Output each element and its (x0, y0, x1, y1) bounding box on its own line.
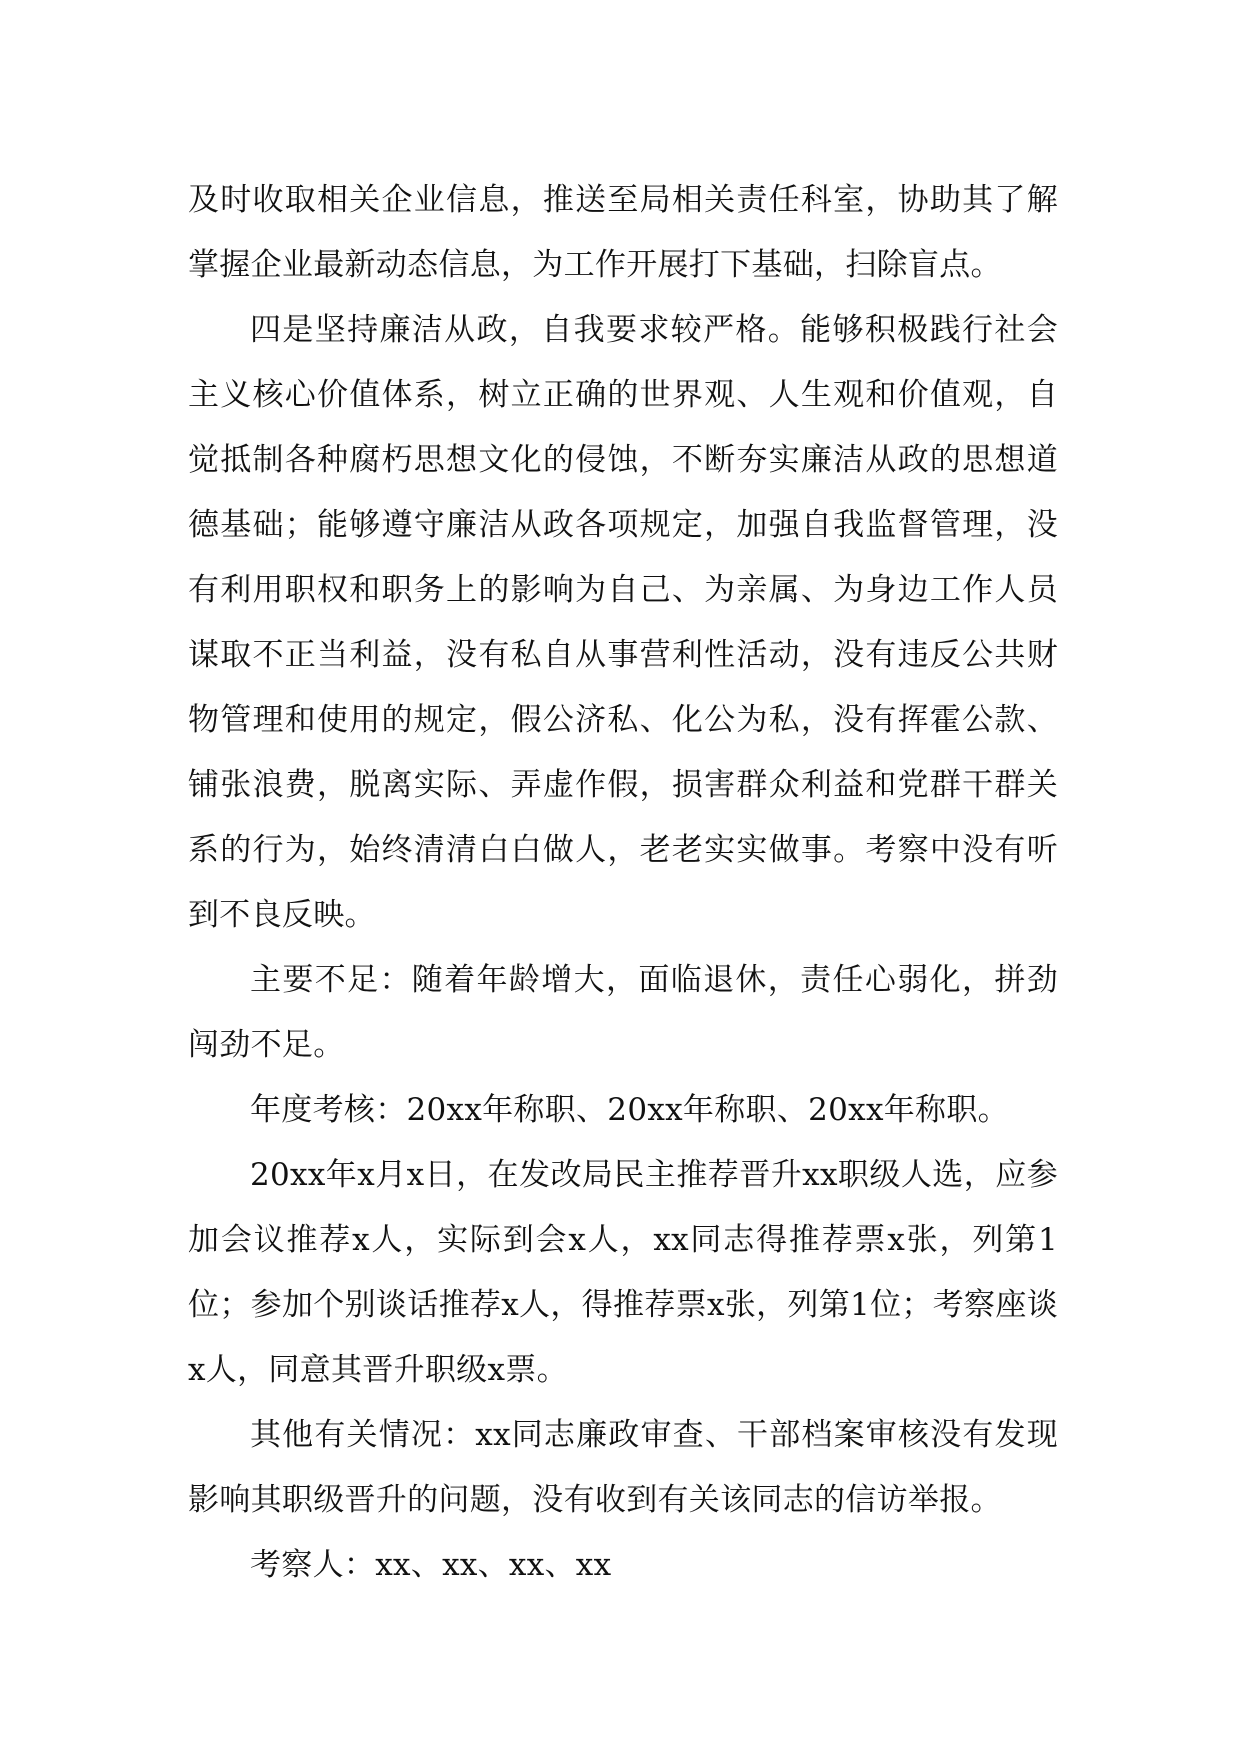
document-body (188, 168, 1058, 1598)
paragraph-integrity: 四是坚持廉洁从政，自我要求较严格。能够积极践行社会主义核心价值体系，树立正确的世界观、人生观和价值观，自觉抵制各种腐朽思想文化的侵蚀，不断夯实廉洁从政的思想道德基础；能够遵守廉洁从政各项规定，加强自我监督管理，没有利用职权和职务上的影响为自己、为亲属、为身边工作人员谋取不正当利益，没有私自从事营利性活动，没有违反公共财物管理和使用的规定，假公济私、化公为私，没有挥霍公款、铺张浪费，脱离实际、弄虚作假，损害群众利益和党群干群关系的行为，始终清清白白做人，老老实实做事。考察中没有听到不良反映。 (188, 312, 1058, 933)
paragraph-recommendation: 20xx年x月x日，在发改局民主推荐晋升xx职级人选，应参加会议推荐x人，实际到会x人，xx同志得推荐票x张，列第1位；参加个别谈话推荐x人，得推荐票x张，列第1位；考察座谈x人，同意其晋升职级x票。 (188, 1157, 1058, 1388)
paragraph-other-info: 其他有关情况：xx同志廉政审查、干部档案审核没有发现影响其职级晋升的问题，没有收到有关该同志的信访举报。 (188, 1417, 1058, 1518)
paragraph-annual-assessment: 年度考核：20xx年称职、20xx年称职、20xx年称职。 (250, 1092, 1009, 1128)
paragraph-inspectors: 考察人：xx、xx、xx、xx (250, 1547, 612, 1583)
paragraph-enterprise-info: 及时收取相关企业信息，推送至局相关责任科室，协助其了解掌握企业最新动态信息，为工作开展打下基础，扫除盲点。 (188, 182, 1058, 283)
paragraph-shortcomings: 主要不足：随着年龄增大，面临退休，责任心弱化，拼劲闯劲不足。 (188, 962, 1058, 1063)
